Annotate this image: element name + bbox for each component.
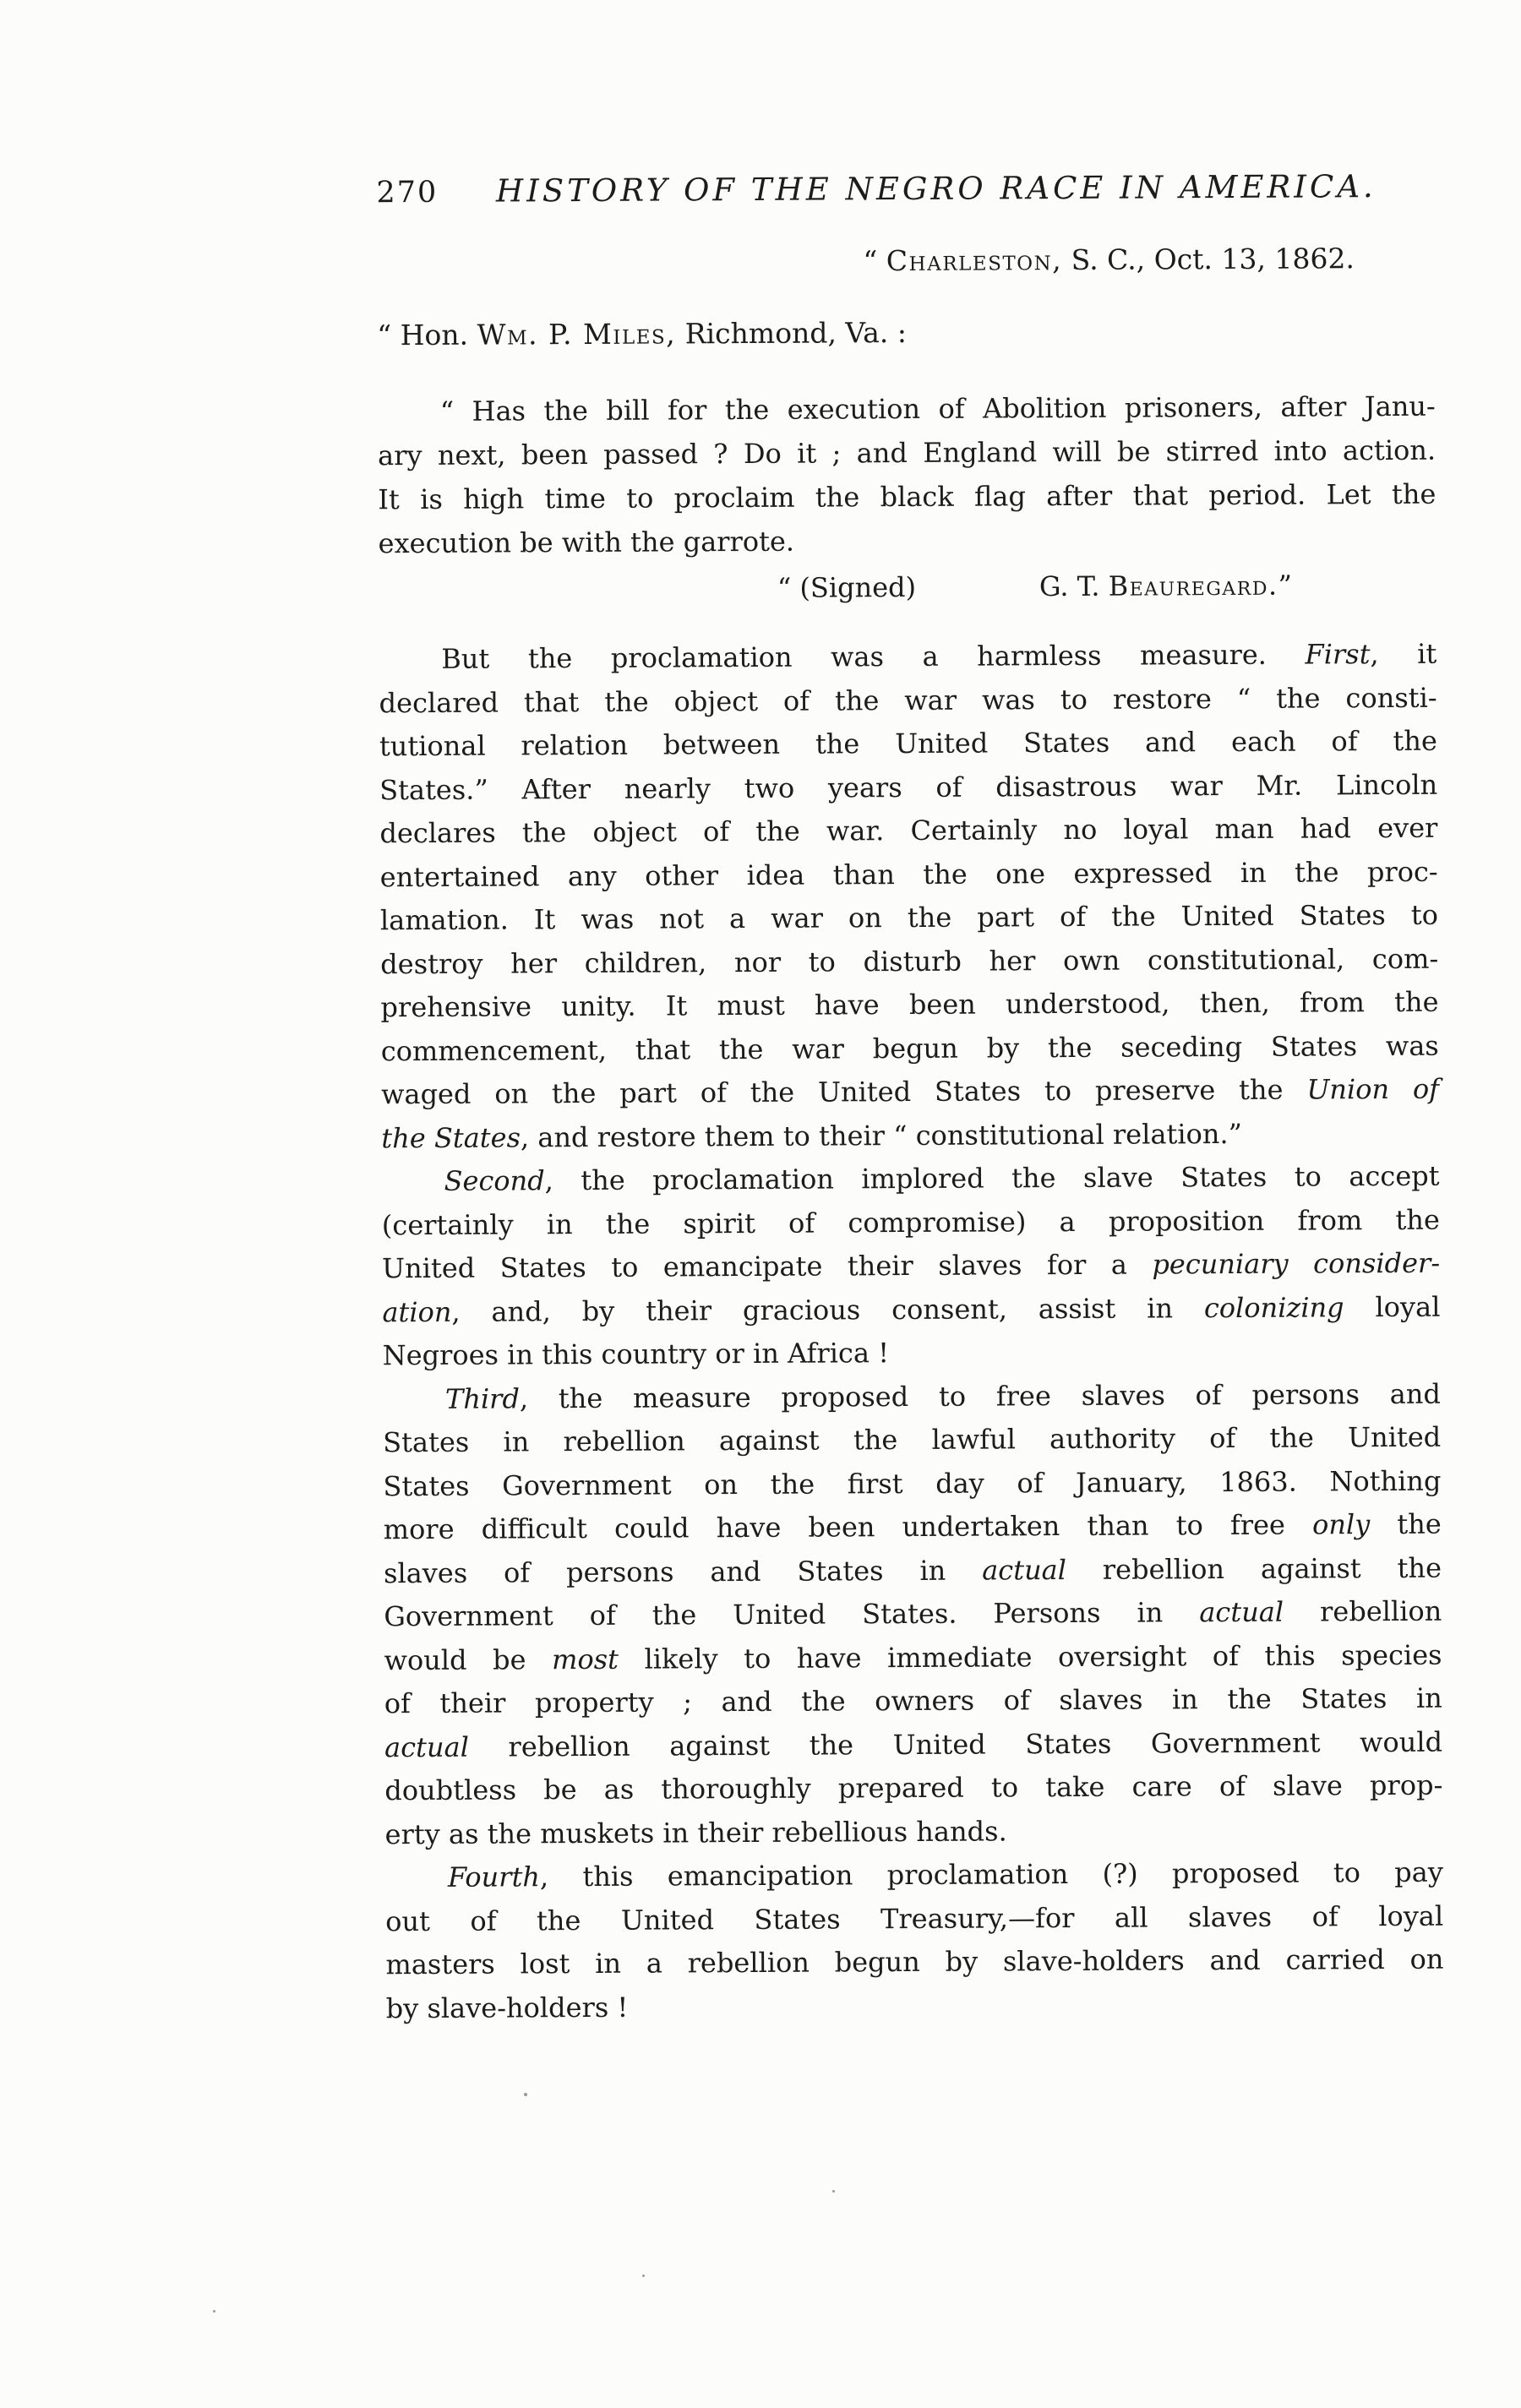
text-line: more difficult could have been undertaken than to free only the <box>383 1507 1442 1546</box>
text-block <box>375 0 1446 2408</box>
text-line: States Government on the first day of January, 1863. Nothing <box>383 1464 1442 1502</box>
text-line: States.” After nearly two years of disastrous war Mr. Lincoln <box>379 768 1438 806</box>
text-line: erty as the muskets in their rebellious hands. <box>384 1814 1007 1850</box>
text-line: doubtless be as thoroughly prepared to take care of slave prop- <box>384 1768 1443 1807</box>
text-line: “ Has the bill for the execution of Abolition prisoners, after Janu- <box>439 390 1436 428</box>
text-line: tutional relation between the United States and each of the <box>379 724 1437 763</box>
signature-row <box>379 569 1436 618</box>
text-line: ation, and, by their gracious consent, assist in colonizing loyal <box>382 1290 1441 1328</box>
letter-salutation: “ Hon. Wm. P. Miles, Richmond, Va. : <box>377 316 908 352</box>
text-line: entertained any other idea than the one expressed in the proc- <box>379 855 1438 893</box>
text-line: execution be with the garrote. <box>378 525 795 560</box>
scan-speck <box>832 2190 835 2193</box>
text-line: declares the object of the war. Certainly no loyal man had ever <box>379 811 1438 850</box>
text-line: slaves of persons and States in actual rebellion against the <box>383 1551 1442 1589</box>
text-line: out of the United States Treasury,—for all slaves of loyal <box>385 1899 1444 1937</box>
text-line: waged on the part of the United States to preserve the Union of <box>380 1072 1440 1111</box>
text-line: States in rebellion against the lawful authority of the United <box>383 1420 1442 1459</box>
page-header <box>376 168 1434 210</box>
text-line: the States, and restore them to their “ constitutional relation.” <box>381 1117 1243 1154</box>
text-line: Second, the proclamation implored the slave States to accept <box>444 1159 1440 1197</box>
text-line: (certainly in the spirit of compromise) a proposition from the <box>381 1203 1440 1241</box>
letter-body <box>378 384 1436 566</box>
text-line: ary next, been passed ? Do it ; and England will be stirred into action. <box>377 433 1436 472</box>
text-line: would be most likely to have immediate oversight of this species <box>384 1638 1442 1676</box>
text-line: But the proclamation was a harmless measure. First, it <box>441 637 1437 675</box>
text-line: Negroes in this country or in Africa ! <box>382 1337 890 1372</box>
page-number: 270 <box>376 175 439 210</box>
scan-speck <box>524 2093 527 2096</box>
text-line: Fourth, this emancipation proclamation (?) proposed to pay <box>447 1855 1443 1893</box>
text-line: lamation. It was not a war on the part of the United States to <box>379 898 1439 937</box>
text-line: commencement, that the war begun by the seceding States was <box>380 1029 1439 1067</box>
text-line: masters lost in a rebellion begun by slave-holders and carried on <box>385 1942 1444 1981</box>
text-line: declared that the object of the war was to restore “ the consti- <box>379 681 1437 719</box>
text-line: prehensive unity. It must have been understood, then, from the <box>380 985 1439 1024</box>
text-line: by slave-holders ! <box>385 1991 629 2024</box>
letter-dateline: “ Charleston, S. C., Oct. 13, 1862. <box>863 242 1355 278</box>
scan-speck <box>642 2275 645 2277</box>
running-title: HISTORY OF THE NEGRO RACE IN AMERICA. <box>495 168 1377 210</box>
text-line: It is high time to proclaim the black flag after that period. Let the <box>378 477 1436 516</box>
scan-speck <box>213 2310 215 2313</box>
text-line: actual rebellion against the United States Government would <box>384 1725 1443 1763</box>
text-line: Third, the measure proposed to free slaves of persons and <box>444 1377 1442 1415</box>
text-line: destroy her children, nor to disturb her own constitutional, com- <box>380 942 1439 980</box>
text-line: United States to emancipate their slaves for a pecuniary consider- <box>382 1246 1441 1285</box>
main-text <box>379 633 1444 2031</box>
signed-label: “ (Signed) <box>777 570 917 604</box>
text-line: of their property ; and the owners of slaves in the States in <box>384 1681 1442 1720</box>
text-line: Government of the United States. Persons in actual rebellion <box>384 1594 1442 1633</box>
signature-name: G. T. Beauregard.” <box>1039 569 1293 603</box>
